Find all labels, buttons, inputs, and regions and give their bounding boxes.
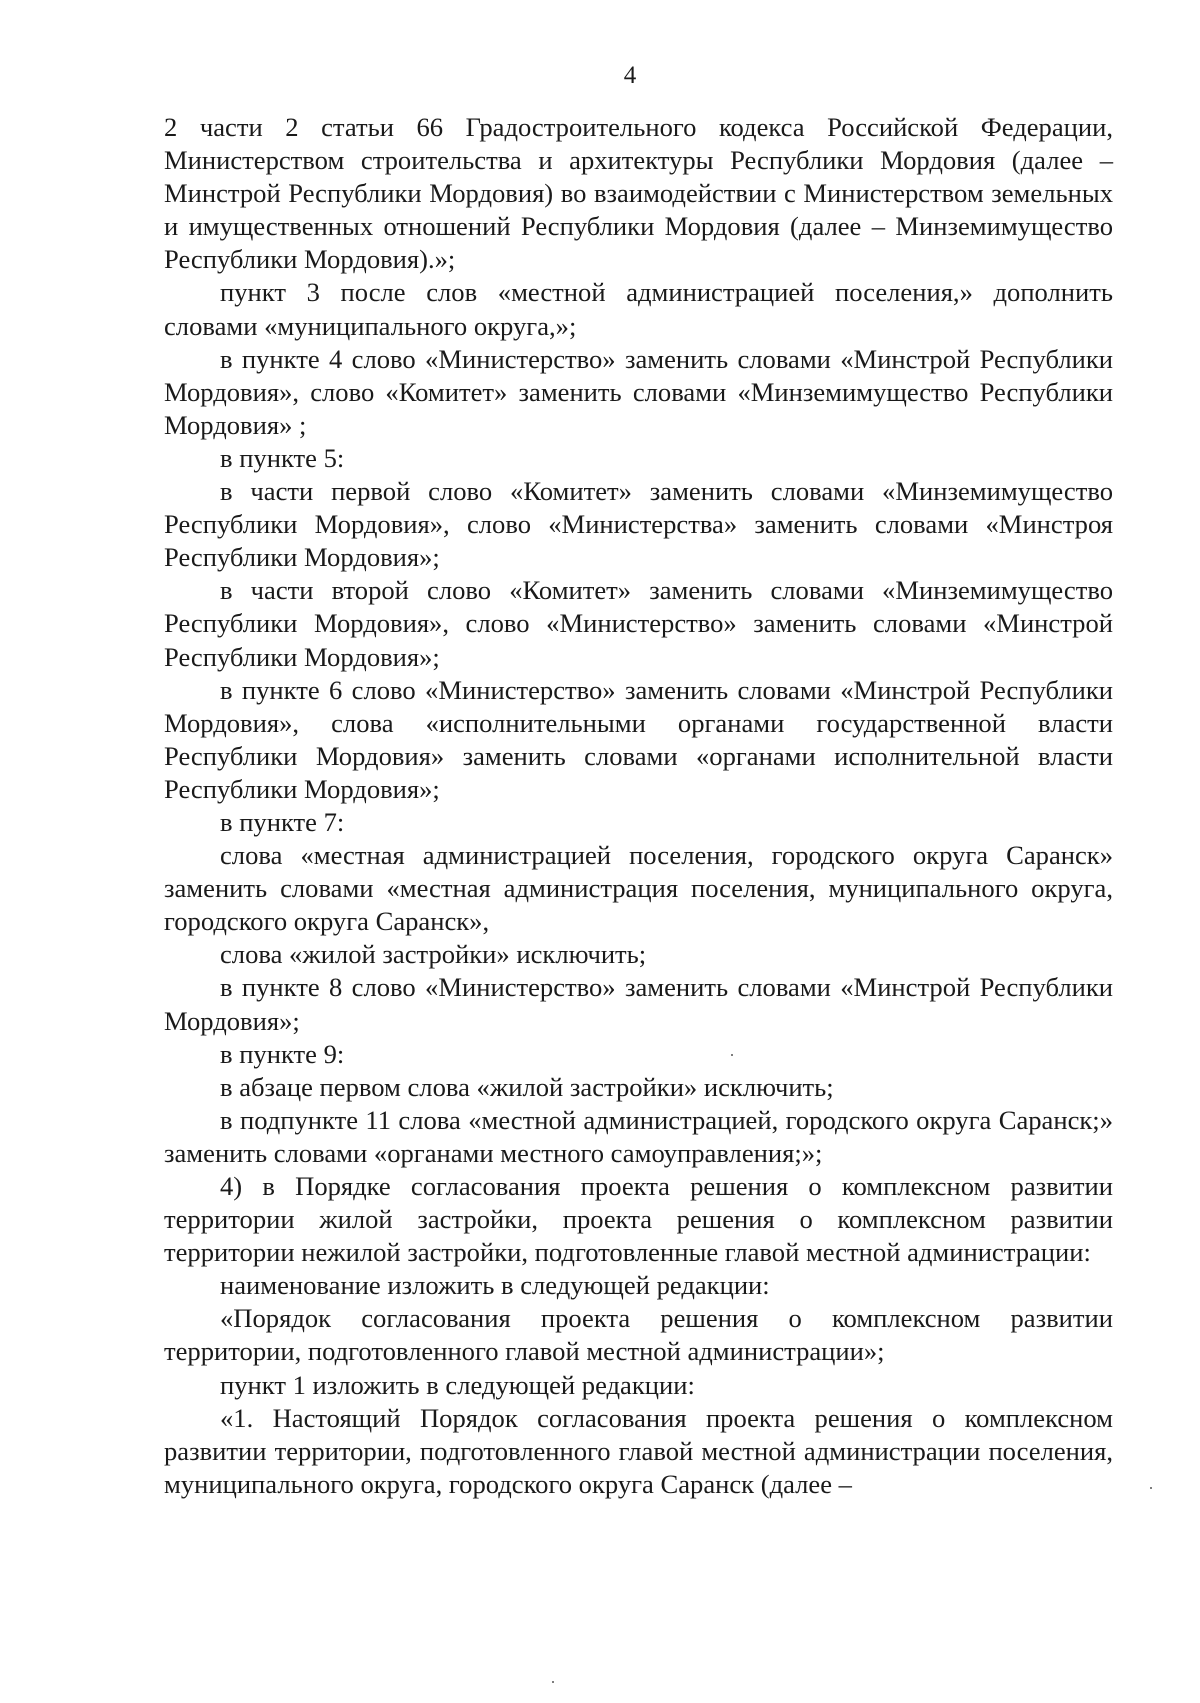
paragraph: «1. Настоящий Порядок согласования проекта решения о комплексном развитии территории, подготовленного главой местной администрации поселения, муниципального округа, городского округа Саранск (далее –: [164, 1402, 1113, 1499]
paragraph: в пункте 6 слово «Министерство» заменить словами «Минстрой Республики Мордовия», слова «исполнительными органами государственной власти Республики Мордовия» заменить словами «органами исполнительной власти Республики Мордовия»;: [164, 674, 1113, 804]
scan-speck: [731, 1054, 733, 1056]
paragraph: слова «местная администрацией поселения, городского округа Саранск» заменить словами «местная администрация поселения, муниципального округа, городского округа Саранск»,: [164, 840, 1113, 937]
paragraph: в пункте 4 слово «Министерство» заменить словами «Минстрой Республики Мордовия», слово «Комитет» заменить словами «Минземимущество Республики Мордовия» ;: [164, 343, 1113, 440]
scan-speck: [552, 1681, 554, 1683]
paragraph: в пункте 7:: [220, 806, 345, 837]
paragraph: пункт 1 изложить в следующей редакции:: [220, 1369, 695, 1400]
paragraph: в части второй слово «Комитет» заменить словами «Минземимущество Республики Мордовия», слово «Министерство» заменить словами «Минстрой Республики Мордовия»;: [164, 575, 1113, 672]
paragraph: в части первой слово «Комитет» заменить словами «Минземимущество Республики Мордовия», слово «Министерства» заменить словами «Минстроя Республики Мордовия»;: [164, 476, 1113, 573]
paragraph: 2 части 2 статьи 66 Градостроительного кодекса Российской Федерации, Министерством строительства и архитектуры Республики Мордовия (далее – Минстрой Республики Мордовия) во взаимодействии с Министерством земельных и имущественных отношений Республики Мордовия (далее – Минземимущество Республики Мордовия).»;: [164, 112, 1113, 275]
paragraph: 4) в Порядке согласования проекта решения о комплексном развитии территории жилой застройки, проекта решения о комплексном развитии территории нежилой застройки, подготовленные главой местной администрации:: [164, 1171, 1113, 1268]
paragraph: наименование изложить в следующей редакции:: [220, 1270, 770, 1301]
paragraph: в пункте 9:: [220, 1038, 345, 1069]
paragraph: в подпункте 11 слова «местной администрацией, городского округа Саранск;» заменить словами «органами местного самоуправления;»;: [164, 1104, 1113, 1168]
paragraph: «Порядок согласования проекта решения о комплексном развитии территории, подготовленного главой местной администрации»;: [164, 1303, 1113, 1367]
paragraph: слова «жилой застройки» исключить;: [220, 939, 647, 970]
page-number: 4: [623, 62, 637, 89]
paragraph: пункт 3 после слов «местной администрацией поселения,» дополнить словами «муниципального округа,»;: [164, 277, 1113, 341]
paragraph: в пункте 5:: [220, 442, 345, 473]
paragraph: в пункте 8 слово «Министерство» заменить словами «Минстрой Республики Мордовия»;: [164, 972, 1113, 1036]
paragraph: в абзаце первом слова «жилой застройки» исключить;: [220, 1071, 834, 1102]
scan-speck: [1150, 1487, 1152, 1489]
document-body: [164, 111, 1113, 1501]
